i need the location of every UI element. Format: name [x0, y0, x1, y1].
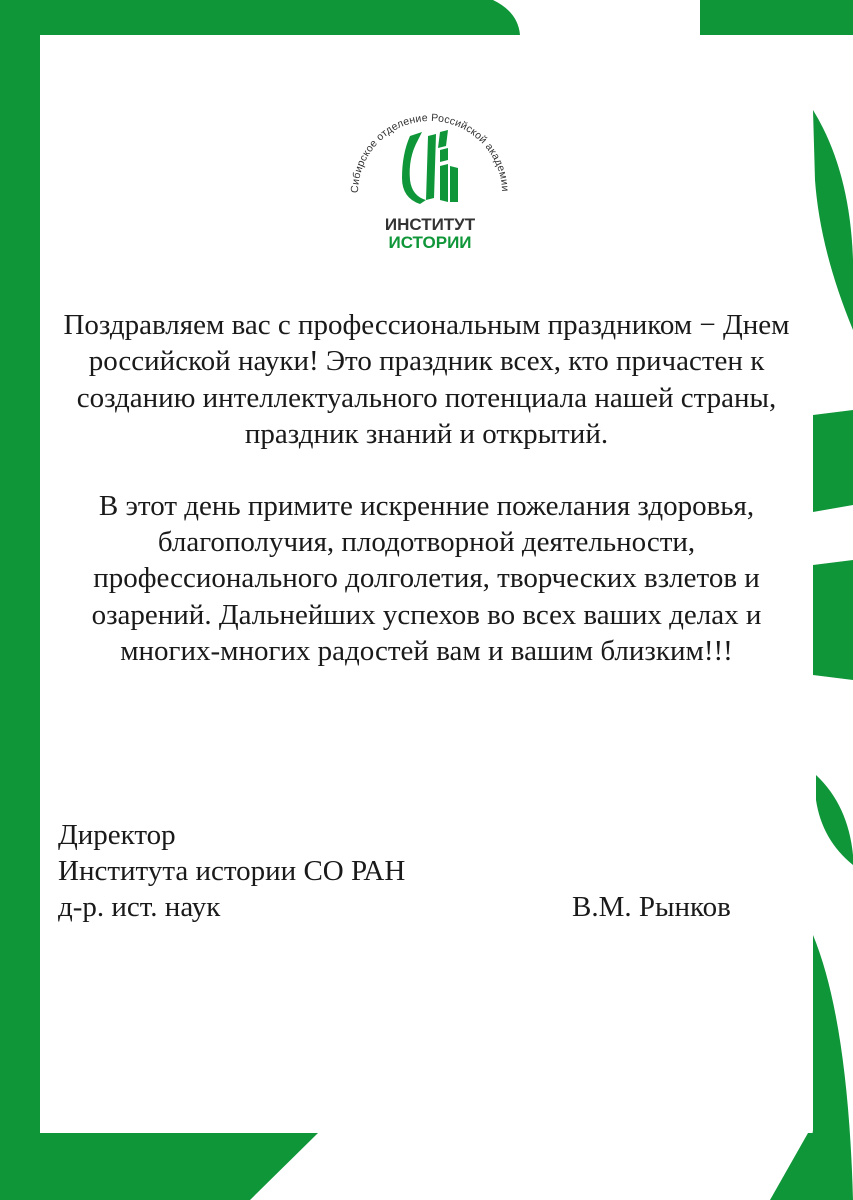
logo-name-line2: ИСТОРИИ [388, 233, 472, 252]
frame-right-band-1 [813, 410, 853, 512]
frame-right-leaf-2 [816, 775, 853, 865]
signature-title: Директор [58, 819, 176, 851]
institute-logo [337, 79, 520, 253]
signature-degree: д-р. ист. наук [58, 891, 221, 923]
signature-name: В.М. Рынков [572, 891, 731, 923]
greeting-paragraph-1: Поздравляем вас с профессиональным праздником − Днем российской науки! Это праздник всех, кто причастен к созданию интеллектуального потенциала нашей страны, праздник знаний и открытий. [63, 309, 790, 451]
greeting-text [55, 307, 798, 670]
frame-bottom-right-notch [770, 1133, 813, 1200]
greeting-paragraph-2: В этот день примите искренние пожелания здоровья, благополучия, плодотворной деятельности, профессионального долголетия, творческих взлетов и озарений. Дальнейших успехов во всех ваших делах и многих-многих радостей вам и вашим близким!!! [91, 489, 762, 668]
signature-institution: Института истории СО РАН [58, 855, 406, 887]
logo-arc-text: Сибирское отделение Российской академии наук [337, 79, 512, 194]
frame-right-leaf-1 [813, 110, 853, 330]
logo-emblem [402, 130, 458, 204]
svg-text:Сибирское отделение Российской [337, 79, 511, 193]
frame-top-right-tab [700, 0, 785, 35]
logo-name-line1: ИНСТИТУТ [384, 215, 476, 234]
frame-right-band-2 [813, 560, 853, 680]
